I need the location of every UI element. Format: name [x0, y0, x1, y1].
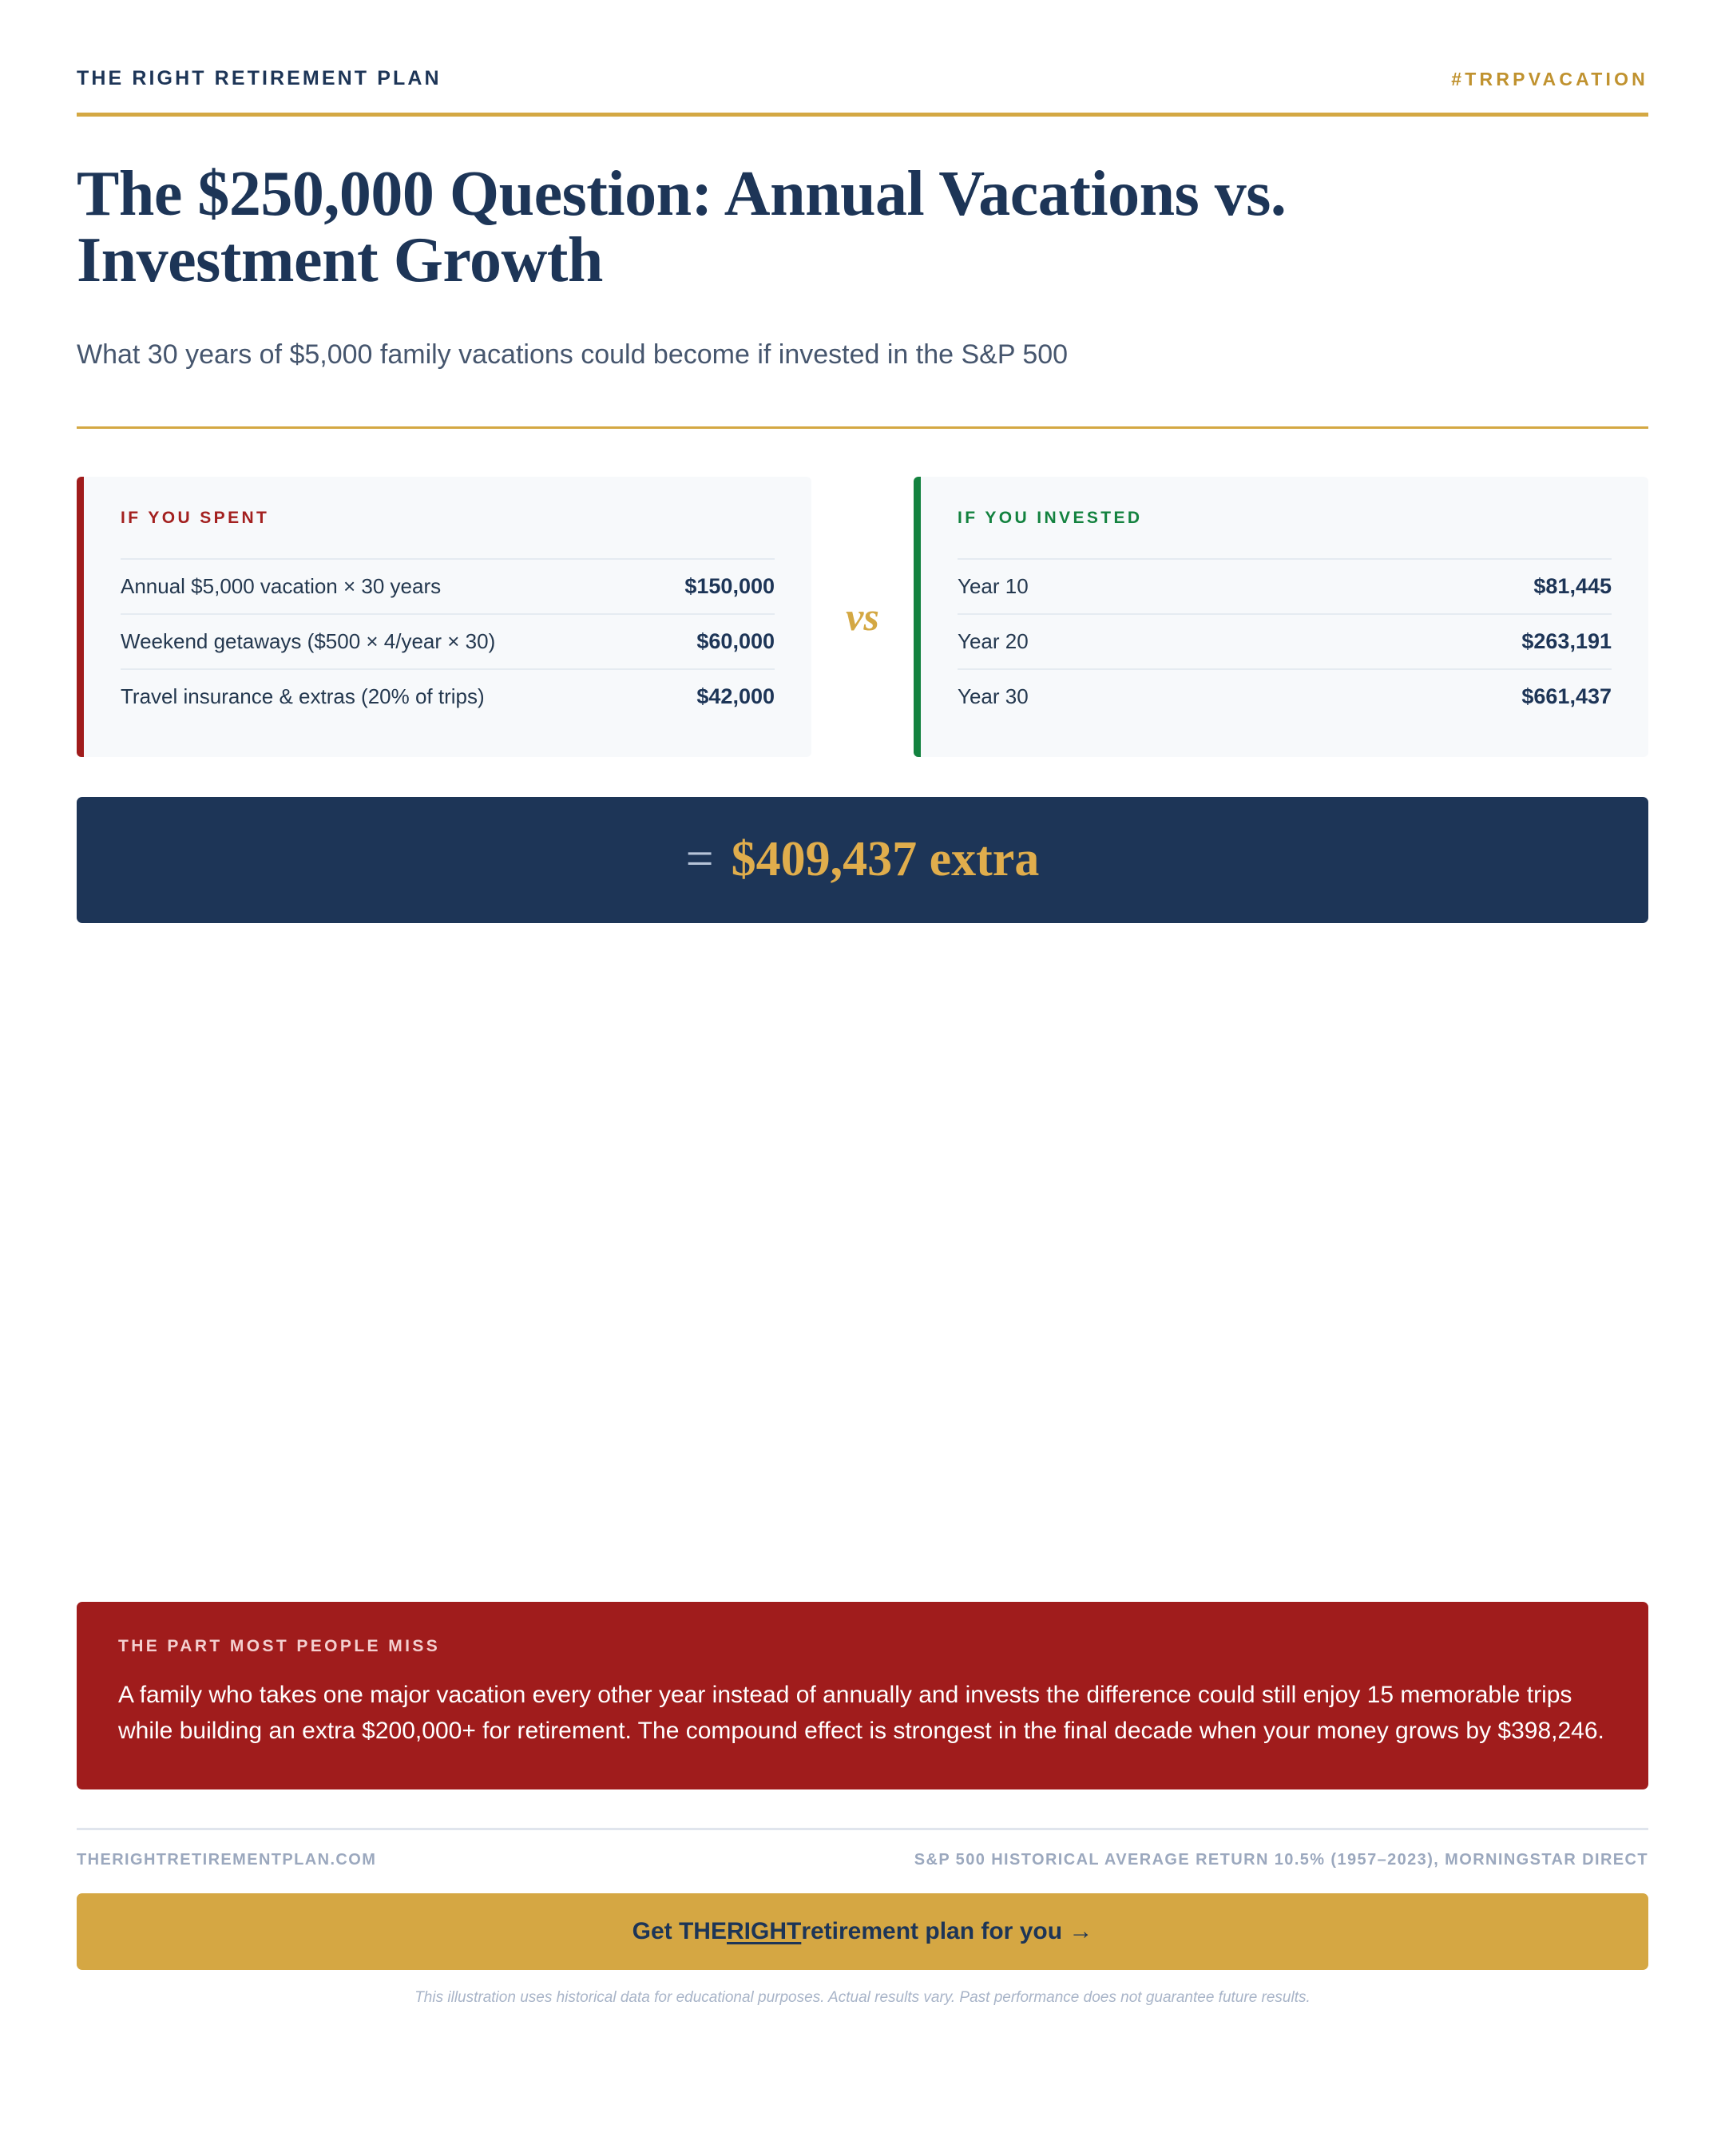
insight-callout: [77, 1602, 1648, 1789]
table-row: [958, 558, 1612, 613]
insight-body: A family who takes one major vacation every other year instead of annually and invests the difference could still enjoy 15 memorable trips while building an extra $200,000+ for retirement. The compound effect is strongest in the final decade when your money grows by $398,246.: [118, 1681, 1604, 1745]
cta-label-before: Get THE: [632, 1918, 727, 1945]
row-label: Year 10: [958, 573, 1029, 598]
row-value: $263,191: [1521, 628, 1612, 653]
row-value: $42,000: [696, 684, 775, 708]
row-label: Weekend getaways ($500 × 4/year × 30): [121, 628, 496, 653]
table-row: [958, 668, 1612, 723]
insight-heading: THE PART MOST PEOPLE MISS: [118, 1636, 441, 1655]
brand-name: THE RIGHT RETIREMENT PLAN: [77, 67, 442, 89]
result-amount: $409,437 extra: [731, 832, 1040, 887]
invested-card-heading: IF YOU INVESTED: [958, 508, 1143, 527]
footer-website[interactable]: THERIGHTRETIREMENTPLAN.COM: [77, 1851, 377, 1869]
header-divider: [77, 426, 1648, 429]
row-value: $60,000: [696, 628, 775, 653]
result-banner: [77, 797, 1648, 923]
table-row: [121, 613, 775, 668]
disclaimer-text: This illustration uses historical data for educational purposes. Actual results vary. Past performance does not guarantee future results.: [414, 1989, 1311, 2007]
vs-separator: vs: [846, 594, 879, 640]
row-value: $150,000: [684, 573, 775, 598]
table-row: [121, 558, 775, 613]
cta-label-emphasis: RIGHT: [726, 1918, 802, 1945]
row-label: Year 20: [958, 628, 1029, 653]
row-value: $661,437: [1521, 684, 1612, 708]
footer-source: S&P 500 HISTORICAL AVERAGE RETURN 10.5% (1957–2023), MORNINGSTAR DIRECT: [914, 1851, 1648, 1869]
page-subtitle: What 30 years of $5,000 family vacations could become if invested in the S&P 500: [77, 339, 1069, 370]
spent-card: [77, 477, 811, 757]
invested-card: [914, 477, 1648, 757]
spent-card-heading: IF YOU SPENT: [121, 508, 270, 527]
table-row: [121, 668, 775, 723]
row-label: Year 30: [958, 684, 1029, 708]
chart-area: [77, 939, 1648, 1602]
row-label: Annual $5,000 vacation × 30 years: [121, 573, 442, 598]
equals-sign: =: [685, 832, 714, 887]
cta-button[interactable]: [77, 1893, 1648, 1970]
campaign-hashtag: #TRRPVACATION: [1451, 69, 1648, 89]
table-row: [958, 613, 1612, 668]
footer-meta: [77, 1830, 1648, 1869]
comparison-section: [77, 477, 1648, 757]
row-label: Travel insurance & extras (20% of trips): [121, 684, 485, 708]
page-title: The $250,000 Question: Annual Vacations vs. Investment Growth: [77, 159, 1287, 296]
cta-label-after: retirement plan for you →: [801, 1918, 1093, 1945]
row-value: $81,445: [1533, 573, 1612, 598]
masthead-divider: [77, 113, 1648, 117]
masthead: [77, 0, 1648, 90]
